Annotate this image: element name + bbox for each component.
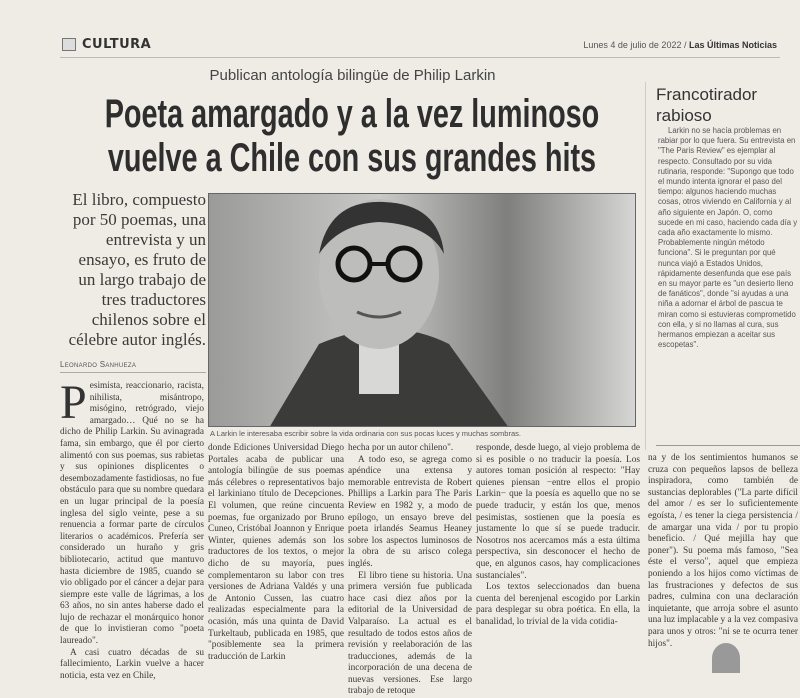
sidebar-title-line-1: Francotirador — [656, 85, 758, 104]
headline-line-2: vuelve a Chile con sus grandes hits — [107, 136, 597, 180]
deck: El libro, compuesto por 50 poemas, una entrevista y un ensayo, es fruto de un largo trabajo de tres traductores chilenos sobre el célebre autor inglés. — [68, 190, 206, 349]
author-photo — [208, 193, 636, 427]
body-column-4 — [476, 443, 640, 629]
drop-cap: P — [60, 376, 87, 429]
body-column-2 — [208, 443, 344, 663]
paragraph: El libro tiene su historia. Una primera versión fue publicada hace casi diez años por la editorial de la Universidad de Valparaíso. La actual es el resultado de todos estos años de revisión y reelaboración de las traducciones, además de la incorporación de una decena de nuevas versiones. Ese largo trabajo de retoque — [348, 570, 472, 697]
sidebar-title-line-2: rabioso — [656, 106, 712, 125]
paragraph: hecha por un autor chileno". — [348, 443, 454, 453]
headline — [64, 92, 640, 180]
paragraph: Los textos seleccionados dan buena cuenta del berenjenal escogido por Larkin para desplegar su obra poética. En ella, la banalidad, lo trivial de la vida cotidia- — [476, 582, 640, 627]
section-name: CULTURA — [82, 37, 152, 52]
body-column-5 — [648, 453, 798, 650]
paragraph: na y de los sentimientos humanos se cruza con pequeños lapsos de belleza inspiradora, como también de sustancias deplorables ("La parte difícil del amor / es ser lo suficientemente egoísta, / es tener la ciega persistencia / de amargar una vida / por tu propio beneficio. / Qué mejilla hay que poner"). Su poema más famoso, "Sea éste el verso", aquel que empieza poniendo a los hijos como víctimas de las frustraciones y defectos de sus padres, culmina con una declaración inquietante, que arroja sobre el asunto una luz implacable y a la vez compasiva para unos y otros: "ni se te ocurra tener hijos". — [648, 453, 798, 649]
sidebar-title — [656, 84, 757, 126]
sidebar-rule — [656, 445, 800, 446]
body-column-1 — [60, 376, 204, 682]
paragraph: A casi cuatro décadas de su fallecimiento, Larkin vuelve a hacer noticia, esta vez en Chile, — [60, 647, 204, 681]
paragraph: donde Ediciones Universidad Diego Portales acaba de publicar una antología bilingüe de sus poemas más célebres o representativos bajo el larkiniano título de Decepciones. El volumen, que reúne cincuenta poemas, fue organizado por Bruno Cuneo, Cristóbal Joannon y Enrique Winter, quienes además son los traductores de los textos, o mejor dicho de su mayoría, pues complementaron su labor con tres versiones de Adriana Valdés y una de Antonio Cussen, las cuatro realizadas especialmente para la ocasión, más una quinta de David Turkeltaub, publicada en 1985, que "posiblemente sea la primera traducción de Larkin — [208, 443, 344, 662]
sidebar-paragraph: Larkin no se hacía problemas en rabiar por lo que fuera. Su entrevista en "The Paris Review" es ejemplar al respecto. Consultado por su vida rutinaria, responde: "Supongo que todo el mundo intenta ignorar el paso del tiempo: algunos haciendo muchas cosas, otros viviendo en California y al año siguiente en Japón. O, como sucede en mi caso, haciendo cada día y cada año exactamente lo mismo. Probablemente ningún método funciona". Si le preguntan por qué nunca viajó a Estados Unidos, rápidamente desenfunda que ese país en su mayor parte es "un desierto lleno de fanáticos", donde "si ayudas a una niña a adornar el árbol de pascua te miran como si estuvieras comprometido con ella, y si no llamas al cura, sus hermanos empiezan a aceitar sus escopetas". — [658, 126, 798, 350]
newspaper-name: Las Últimas Noticias — [688, 40, 777, 50]
date: Lunes 4 de julio de 2022 / — [583, 40, 689, 50]
sidebar-box — [645, 82, 800, 450]
header-rule — [60, 57, 780, 58]
photo-caption: A Larkin le interesaba escribir sobre la vida ordinaria con sus pocas luces y muchas sombras. — [210, 429, 521, 438]
section-logo-icon — [62, 38, 76, 51]
paragraph: A todo eso, se agrega como apéndice una extensa y memorable entrevista de Robert Phillips a Larkin para The Paris Review en 1982 y, a modo de epílogo, un ensayo breve del poeta irlandés Seamus Heaney sobre los aspectos luminosos de la obra de su arisco colega inglés. — [348, 454, 472, 569]
paragraph: esimista, reaccionario, racista, nihilista, misántropo, misógino, retrógrado, viejo amargado… Qué no se ha dicho de Philip Larkin. Su avinagrada fama, sin embargo, que él por cierto alimentó con sus poemas, sus rabietas y sus opiniones displicentes o desembozadamente fastidiosas, no fue obstáculo para que su nombre quedara en un lugar principal de la poesía inglesa del siglo veinte, pese a su renuencia a formar parte de círculos literarios o académicos. Prefería ser considerado un huraño y gris bibliotecario, actitud que mantuvo hasta diciembre de 1985, cuando se vio obligado por el cáncer a dejar para siempre este valle de lágrimas, a los 63 años, no sin antes haberse dado el lujo de rechazar el monárquico honor de que lo invistieran como "poeta laureado". — [60, 381, 204, 647]
body-column-3 — [348, 443, 472, 698]
kicker: Publican antología bilingüe de Philip Larkin — [209, 67, 496, 84]
sidebar-text — [658, 126, 798, 350]
byline: Leonardo Sanhueza — [60, 360, 206, 373]
paragraph: responde, desde luego, al viejo problema de si es posible o no traducir la poesía. Los autores toman posición al respecto: "Hay quienes piensan −entre ellos el propio Larkin− que la poesía es aquello que no se puede traducir, y están los que, menos pesimistas, sostienen que la poesía es justamente lo que sí se puede traducir. Nosotros nos acercamos más a esta última perspectiva, sin desconocer el hecho de que, en algunos casos, hay complicaciones sustanciales". — [476, 443, 640, 581]
portrait-illustration — [209, 194, 636, 427]
headline-line-1: Poeta amargado y a la vez luminoso — [104, 92, 600, 136]
dateline — [583, 40, 777, 50]
left-column — [60, 190, 206, 682]
